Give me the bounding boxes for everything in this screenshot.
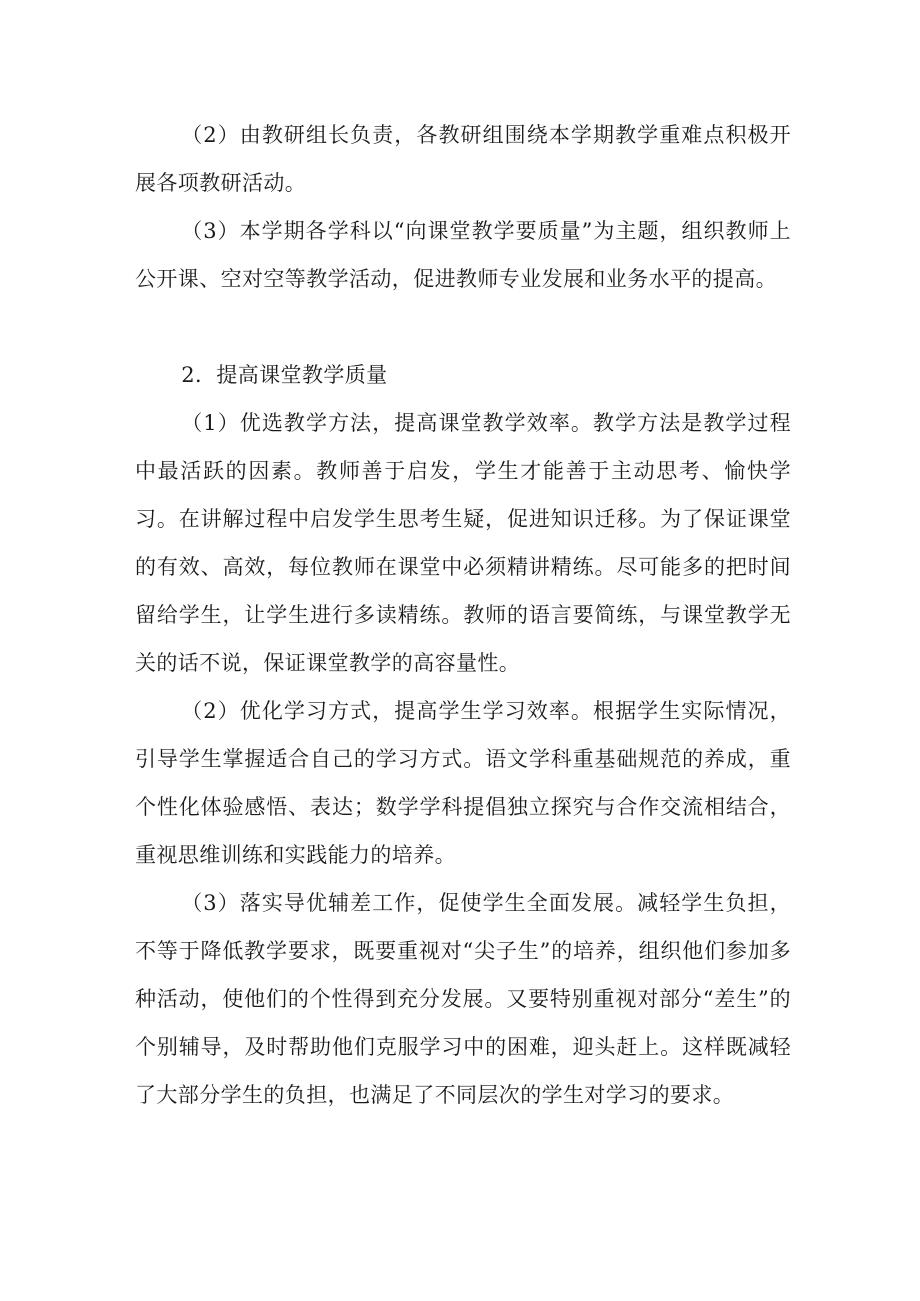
paragraph-teaching-methods: （1）优选教学方法，提高课堂教学效率。教学方法是教学过程中最活跃的因素。教师善于启发，学生才能善于主动思考、愉快学习。在讲解过程中启发学生思考生疑，促进知识迁移。为了保证课堂的有效、高效，每位教师在课堂中必须精讲精练。尽可能多的把时间留给学生，让学生进行多读精练。教师的语言要简练，与课堂教学无关的话不说，保证课堂教学的高容量性。 xyxy=(135,411,791,675)
paragraph-learning-methods: （2）优化学习方式，提高学生学习效率。根据学生实际情况，引导学生掌握适合自己的学习方式。语文学科重基础规范的养成，重个性化体验感悟、表达；数学学科提倡独立探究与合作交流相结合，重视思维训练和实践能力的培养。 xyxy=(135,699,791,867)
paragraph-teaching-research-group: （2）由教研组长负责，各教研组围绕本学期教学重难点积极开展各项教研活动。 xyxy=(135,123,791,195)
paragraph-subject-theme: （3）本学期各学科以“向课堂教学要质量”为主题，组织教师上公开课、空对空等教学活动，促进教师专业发展和业务水平的提高。 xyxy=(135,219,791,291)
section-heading-classroom-quality: 2．提高课堂教学质量 xyxy=(181,363,388,387)
paragraph-tutoring: （3）落实导优辅差工作，促使学生全面发展。减轻学生负担，不等于降低教学要求，既要重视对“尖子生”的培养，组织他们参加多种活动，使他们的个性得到充分发展。又要特别重视对部分“差生”的个别辅导，及时帮助他们克服学习中的困难，迎头赶上。这样既减轻了大部分学生的负担，也满足了不同层次的学生对学习的要求。 xyxy=(135,891,791,1107)
